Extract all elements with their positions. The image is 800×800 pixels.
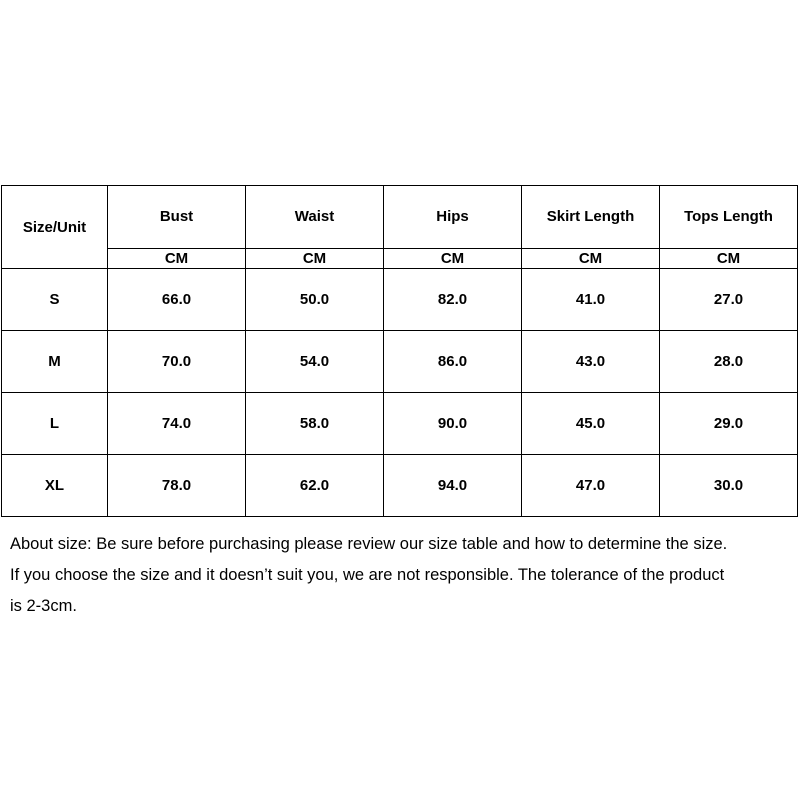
column-header-label: Bust xyxy=(159,207,194,225)
column-header-label: Tops Length xyxy=(684,207,773,225)
size-note-line: is 2-3cm. xyxy=(10,597,77,615)
column-header-skirt-length xyxy=(522,186,660,249)
table-row xyxy=(2,269,798,331)
table-cell: 82.0 xyxy=(384,269,522,331)
unit-row xyxy=(2,249,798,269)
size-chart-table xyxy=(1,185,798,517)
table-cell: 50.0 xyxy=(246,269,384,331)
column-header-label: Hips xyxy=(436,207,469,225)
table-cell: 66.0 xyxy=(108,269,246,331)
table-cell: 70.0 xyxy=(108,331,246,393)
size-note-line: If you choose the size and it doesn’t suit you, we are not responsible. The tolerance of the product xyxy=(10,566,725,584)
table-row xyxy=(2,331,798,393)
size-label: M xyxy=(2,331,108,393)
table-cell: 45.0 xyxy=(522,393,660,455)
table-cell: 54.0 xyxy=(246,331,384,393)
size-label: L xyxy=(2,393,108,455)
column-header-label: Waist xyxy=(294,207,335,225)
table-cell: 43.0 xyxy=(522,331,660,393)
unit-cell-skirt-length: CM xyxy=(522,249,660,269)
size-label: XL xyxy=(2,455,108,517)
column-header-tops-length xyxy=(660,186,798,249)
table-cell: 47.0 xyxy=(522,455,660,517)
column-header-label: Skirt Length xyxy=(546,207,635,225)
table-cell: 58.0 xyxy=(246,393,384,455)
corner-label: Size/Unit xyxy=(2,186,108,269)
size-note xyxy=(10,529,795,622)
table-cell: 86.0 xyxy=(384,331,522,393)
table-cell: 27.0 xyxy=(660,269,798,331)
table-cell: 29.0 xyxy=(660,393,798,455)
column-header-waist xyxy=(246,186,384,249)
table-row xyxy=(2,455,798,517)
table-cell: 94.0 xyxy=(384,455,522,517)
unit-cell-tops-length: CM xyxy=(660,249,798,269)
unit-cell-hips: CM xyxy=(384,249,522,269)
unit-cell-bust: CM xyxy=(108,249,246,269)
header-row xyxy=(2,186,798,249)
table-cell: 78.0 xyxy=(108,455,246,517)
table-cell: 90.0 xyxy=(384,393,522,455)
table-row xyxy=(2,393,798,455)
size-label: S xyxy=(2,269,108,331)
unit-cell-waist: CM xyxy=(246,249,384,269)
table-cell: 74.0 xyxy=(108,393,246,455)
size-note-line: About size: Be sure before purchasing please review our size table and how to determine the size. xyxy=(10,535,728,553)
table-cell: 28.0 xyxy=(660,331,798,393)
column-header-hips xyxy=(384,186,522,249)
table-cell: 41.0 xyxy=(522,269,660,331)
column-header-bust xyxy=(108,186,246,249)
table-cell: 62.0 xyxy=(246,455,384,517)
table-cell: 30.0 xyxy=(660,455,798,517)
